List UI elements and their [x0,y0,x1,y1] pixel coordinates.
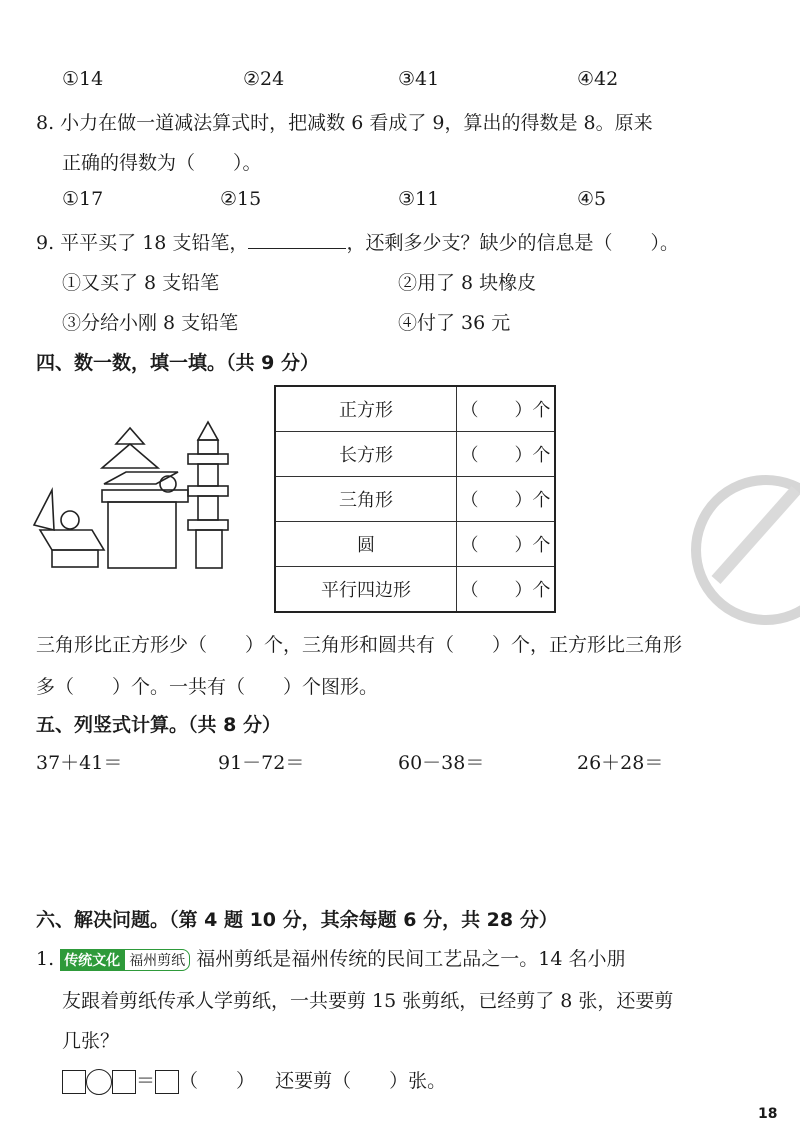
q9-blank-line [248,230,346,249]
q7-option-3: ③41 [398,68,440,90]
q9-option-2: ②用了 8 块橡皮 [398,272,537,294]
shape-count-table [274,385,556,613]
culture-tag: 传统文化 [60,949,124,971]
shapes-figure [30,420,230,570]
watermark-stamp [686,470,800,670]
section-4-title: 四、数一数，填一填。（共 9 分） [36,352,319,374]
equation-template [62,1066,446,1095]
q7-option-1: ①14 [62,68,104,90]
section-4-line1: 三角形比正方形少（ ）个，三角形和圆共有（ ）个，正方形比三角形 [36,634,683,656]
upper-rect [102,490,188,502]
q8-line1: 8. 小力在做一道减法算式时，把减数 6 看成了 9，算出的得数是 8。原来 [36,112,653,134]
q8-option-4: ④5 [577,188,607,210]
row-label-circle: 圆 [275,521,457,566]
tower-rect-7 [196,530,222,568]
equation-box-2[interactable] [112,1070,136,1094]
tower-rect-2 [188,454,228,464]
left-parallelogram [40,530,104,550]
q8-option-2: ②15 [220,188,262,210]
section-4-line2: 多（ ）个。一共有（ ）个图形。 [36,676,379,698]
q9-option-4: ④付了 36 元 [398,312,511,334]
section-5-title: 五、列竖式计算。（共 8 分） [36,714,281,736]
row-blank-triangle: （ ）个 [457,477,556,522]
q9-suffix: ，还剩多少支？缺少的信息是（ ）。 [346,232,679,254]
q6-1-line3: 几张？ [62,1030,120,1052]
q6-1-number: 1. [36,948,55,970]
row-label-square: 正方形 [275,386,457,432]
q9-option-1: ①又买了 8 支铅笔 [62,272,220,294]
wide-parallelogram [104,472,178,484]
row-label-parallelogram: 平行四边形 [275,566,457,612]
q9-stem [36,228,679,255]
q6-1-line1 [36,944,625,971]
watermark-stroke [716,490,796,580]
tower-rect-6 [188,520,228,530]
row-label-rectangle: 长方形 [275,432,457,477]
tower-rect-1 [198,440,218,454]
q7-option-4: ④42 [577,68,619,90]
row-label-triangle: 三角形 [275,477,457,522]
q8-option-3: ③11 [398,188,440,210]
row-blank-parallelogram: （ ）个 [457,566,556,612]
operator-circle[interactable] [86,1069,112,1095]
tower-top-triangle [198,422,218,440]
row-blank-circle: （ ）个 [457,521,556,566]
q9-option-3: ③分给小刚 8 支铅笔 [62,312,239,334]
section-6-title: 六、解决问题。（第 4 题 10 分，其余每题 6 分，共 28 分） [36,909,558,931]
paper-cut-tag: 福州剪纸 [124,949,190,971]
calc-item-4: 26＋28＝ [577,752,664,774]
left-rect [52,550,98,567]
q6-1-line2: 友跟着剪纸传承人学剪纸，一共要剪 15 张剪纸，已经剪了 8 张，还要剪 [62,990,674,1012]
top-triangle-small [116,428,144,444]
mid-triangle [102,444,158,468]
row-blank-rectangle: （ ）个 [457,432,556,477]
left-circle [61,511,79,529]
left-triangle [34,490,54,530]
q9-prefix: 9. 平平买了 18 支铅笔， [36,232,249,254]
q7-option-2: ②24 [243,68,285,90]
equation-box-1[interactable] [62,1070,86,1094]
tower-rect-3 [198,464,218,486]
q6-1-text1: 福州剪纸是福州传统的民间工艺品之一。14 名小朋 [196,948,626,970]
equation-unit-blank: （ ） [179,1070,256,1092]
table-row [275,477,555,522]
table-row [275,566,555,612]
table-row [275,432,555,477]
q8-line2: 正确的得数为（ ）。 [62,152,262,174]
calc-item-1: 37＋41＝ [36,752,123,774]
answer-sentence: 还要剪（ ）张。 [275,1070,447,1092]
calc-item-3: 60－38＝ [398,752,485,774]
table-row [275,386,555,432]
big-square [108,502,176,568]
q8-option-1: ①17 [62,188,104,210]
tower-rect-4 [188,486,228,496]
calc-item-2: 91－72＝ [218,752,305,774]
equals-sign: ＝ [136,1070,156,1092]
tower-rect-5 [198,496,218,520]
page-number: 18 [758,1106,778,1122]
table-row [275,521,555,566]
row-blank-square: （ ）个 [457,386,556,432]
equation-box-3[interactable] [155,1070,179,1094]
